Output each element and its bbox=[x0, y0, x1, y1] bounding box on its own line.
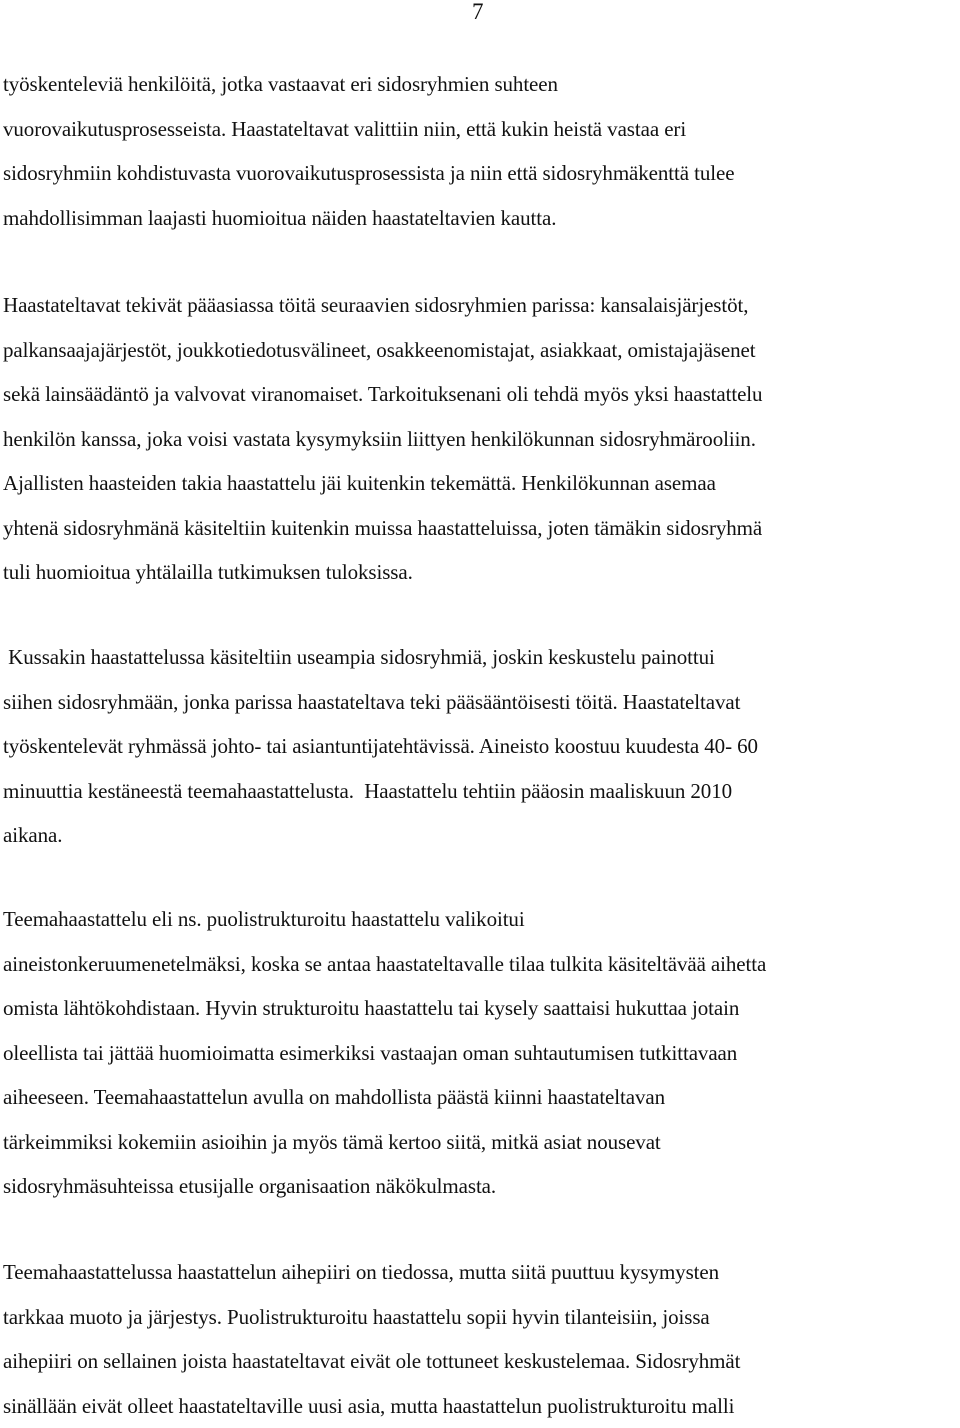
paragraph-5 bbox=[3, 1250, 960, 1428]
page-number: 7 bbox=[472, 0, 484, 26]
text-line: Haastateltavat tekivät pääasiassa töitä seuraavien sidosryhmien parissa: kansalaisjärjestöt, bbox=[3, 283, 960, 328]
text-line: yhtenä sidosryhmänä käsiteltiin kuitenkin muissa haastatteluissa, joten tämäkin sidosryhmä bbox=[3, 506, 960, 551]
text-line: työskentelevät ryhmässä johto- tai asiantuntijatehtävissä. Aineisto koostuu kuudesta 40- 60 bbox=[3, 724, 960, 769]
text-line: Teemahaastattelu eli ns. puolistrukturoitu haastattelu valikoitui bbox=[3, 897, 960, 942]
text-line: Teemahaastattelussa haastattelun aihepiiri on tiedossa, mutta siitä puuttuu kysymysten bbox=[3, 1250, 960, 1295]
text-line: aihepiiri on sellainen joista haastateltavat eivät ole tottuneet keskustelemaa. Sidosryhmät bbox=[3, 1339, 960, 1384]
text-line: sidosryhmiin kohdistuvasta vuorovaikutusprosessista ja niin että sidosryhmäkenttä tulee bbox=[3, 151, 960, 196]
text-line: aikana. bbox=[3, 813, 960, 858]
text-line: aineistonkeruumenetelmäksi, koska se antaa haastateltavalle tilaa tulkita käsiteltävää aihetta bbox=[3, 942, 960, 987]
text-line: Kussakin haastattelussa käsiteltiin useampia sidosryhmiä, joskin keskustelu painottui bbox=[3, 635, 960, 680]
text-line: sekä lainsäädäntö ja valvovat viranomaiset. Tarkoituksenani oli tehdä myös yksi haastattelu bbox=[3, 372, 960, 417]
paragraph-4 bbox=[3, 897, 960, 1209]
paragraph-3 bbox=[3, 635, 960, 858]
text-line: henkilön kanssa, joka voisi vastata kysymyksiin liittyen henkilökunnan sidosryhmärooliin. bbox=[3, 417, 960, 462]
text-line: siihen sidosryhmään, jonka parissa haastateltava teki pääsääntöisesti töitä. Haastateltavat bbox=[3, 680, 960, 725]
text-line: omista lähtökohdistaan. Hyvin strukturoitu haastattelu tai kysely saattaisi hukuttaa jotain bbox=[3, 986, 960, 1031]
text-line: mahdollisimman laajasti huomioitua näiden haastateltavien kautta. bbox=[3, 196, 960, 241]
text-line: palkansaajajärjestöt, joukkotiedotusvälineet, osakkeenomistajat, asiakkaat, omistajajäsenet bbox=[3, 328, 960, 373]
text-line: tarkkaa muoto ja järjestys. Puolistrukturoitu haastattelu sopii hyvin tilanteisiin, joissa bbox=[3, 1295, 960, 1340]
text-line: Ajallisten haasteiden takia haastattelu jäi kuitenkin tekemättä. Henkilökunnan asemaa bbox=[3, 461, 960, 506]
text-line: oleellista tai jättää huomioimatta esimerkiksi vastaajan oman suhtautumisen tutkittavaan bbox=[3, 1031, 960, 1076]
paragraph-2 bbox=[3, 283, 960, 595]
text-line: tärkeimmiksi kokemiin asioihin ja myös tämä kertoo siitä, mitkä asiat nousevat bbox=[3, 1120, 960, 1165]
text-line: vuorovaikutusprosesseista. Haastateltavat valittiin niin, että kukin heistä vastaa eri bbox=[3, 107, 960, 152]
text-line: sinällään eivät olleet haastateltaville uusi asia, mutta haastattelun puolistrukturoitu malli bbox=[3, 1384, 960, 1428]
text-line: minuuttia kestäneestä teemahaastattelusta. Haastattelu tehtiin pääosin maaliskuun 2010 bbox=[3, 769, 960, 814]
paragraph-1 bbox=[3, 62, 960, 240]
text-line: aiheeseen. Teemahaastattelun avulla on mahdollista päästä kiinni haastateltavan bbox=[3, 1075, 960, 1120]
text-line: tuli huomioitua yhtälailla tutkimuksen tuloksissa. bbox=[3, 550, 960, 595]
text-line: työskenteleviä henkilöitä, jotka vastaavat eri sidosryhmien suhteen bbox=[3, 62, 960, 107]
text-line: sidosryhmäsuhteissa etusijalle organisaation näkökulmasta. bbox=[3, 1164, 960, 1209]
